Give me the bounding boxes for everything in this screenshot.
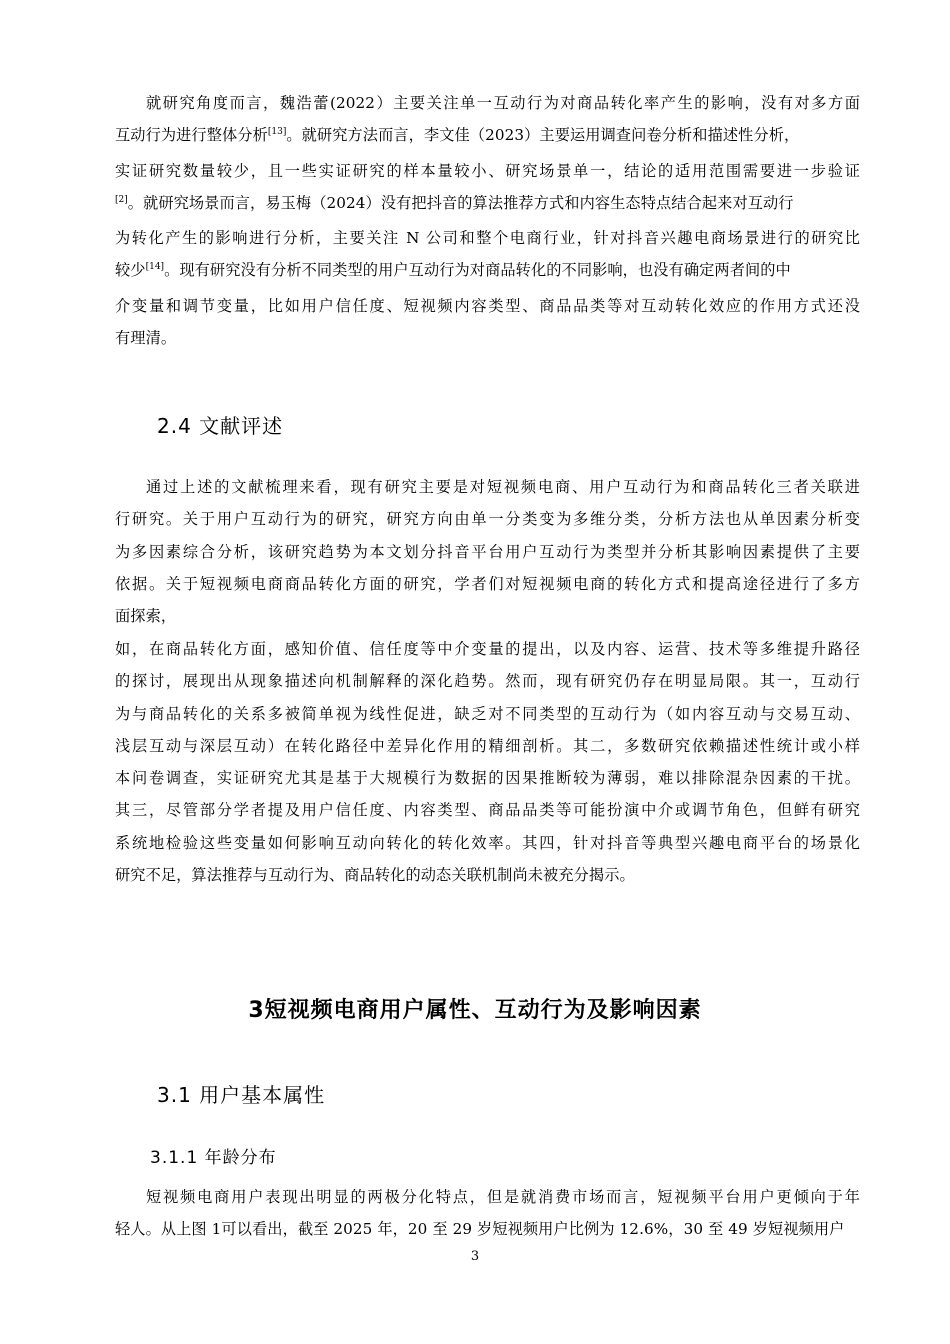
chapter-heading-3: 3短视频电商用户属性、互动行为及影响因素 (248, 998, 702, 1023)
text-line: 行研究。关于用户互动行为的研究，研究方向由单一分类变为多维分类，分析方法也从单因素分析变 (115, 510, 860, 529)
text-line: 为与商品转化的关系多被简单视为线性促进，缺乏对不同类型的互动行为（如内容互动与交易互动、 (115, 704, 860, 723)
text-line: 就研究角度而言，魏浩蕾(2022）主要关注单一互动行为对商品转化率产生的影响，没有对多方面 (146, 94, 860, 112)
text-line: 介变量和调节变量，比如用户信任度、短视频内容类型、商品品类等对互动转化效应的作用方式还没 (115, 296, 860, 315)
text-line: 实证研究数量较少，且一些实证研究的样本量较小、研究场景单一，结论的适用范围需要进一步验证 (115, 161, 860, 180)
section-heading-2-4: 2.4 文献评述 (157, 414, 284, 438)
text-line: 面探索， (115, 607, 177, 626)
text-line: 研究不足，算法推荐与互动行为、商品转化的动态关联机制尚未被充分揭示。 (115, 866, 635, 885)
subsection-heading-3-1-1: 3.1.1 年龄分布 (150, 1148, 277, 1168)
section-heading-3-1: 3.1 用户基本属性 (157, 1083, 326, 1107)
citation-marker: [2] (115, 194, 128, 205)
text-line (115, 119, 860, 154)
text-segment: 。就研究场景而言，易玉梅（2024）没有把抖音的算法推荐方式和内容生态特点结合起来对互动行 (127, 193, 794, 212)
text-segment: 较少 (115, 261, 146, 280)
text-line: 如，在商品转化方面，感知价值、信任度等中介变量的提出，以及内容、运营、技术等多维提升路径 (115, 640, 860, 658)
text-segment: 。现有研究没有分析不同类型的用户互动行为对商品转化的不同影响，也没有确定两者间的中 (164, 261, 791, 280)
text-line: 通过上述的文献梳理来看，现有研究主要是对短视频电商、用户互动行为和商品转化三者关联进 (146, 478, 860, 496)
text-line (115, 254, 860, 289)
text-line: 轻人。从上图 1可以看出，截至 2025 年，20 至 29 岁短视频用户比例为 12.6%，30 至 49 岁短视频用户 (115, 1220, 845, 1239)
citation-marker: [13] (267, 127, 287, 138)
text-line: 本问卷调查，实证研究尤其是基于大规模行为数据的因果推断较为薄弱，难以排除混杂因素的干扰。 (115, 769, 860, 788)
text-segment: 。就研究方法而言，李文佳（2023）主要运用调查问卷分析和描述性分析， (286, 126, 800, 145)
text-line: 为转化产生的影响进行分析，主要关注 N 公司和整个电商行业，针对抖音兴趣电商场景进行的研究比 (115, 229, 860, 248)
paragraph-literature-review (115, 471, 860, 632)
text-line (115, 187, 860, 222)
paragraph-limitations (115, 633, 860, 891)
text-line: 依据。关于短视频电商商品转化方面的研究，学者们对短视频电商的转化方式和提高途径进行了多方 (115, 574, 860, 593)
text-line: 其三，尽管部分学者提及用户信任度、内容类型、商品品类等可能扮演中介或调节角色，但鲜有研究 (115, 801, 860, 820)
text-line: 的探讨，展现出从现象描述向机制解释的深化趋势。然而，现有研究仍存在明显局限。其一，互动行 (115, 672, 860, 691)
text-line: 有理清。 (115, 329, 177, 348)
paragraph-research-gaps (115, 87, 860, 354)
text-line: 浅层互动与深层互动）在转化路径中差异化作用的精细剖析。其二，多数研究依赖描述性统计或小样 (115, 736, 860, 755)
text-segment: 互动行为进行整体分析 (115, 126, 268, 145)
paragraph-age-distribution (115, 1181, 860, 1246)
text-line: 短视频电商用户表现出明显的两极分化特点，但是就消费市场而言，短视频平台用户更倾向于年 (146, 1188, 860, 1206)
text-line: 系统地检验这些变量如何影响互动向转化的转化效率。其四，针对抖音等典型兴趣电商平台的场景化 (115, 833, 860, 852)
page-number: 3 (470, 1249, 480, 1264)
citation-marker: [14] (145, 262, 165, 273)
text-line: 为多因素综合分析，该研究趋势为本文划分抖音平台用户互动行为类型并分析其影响因素提供了主要 (115, 542, 860, 561)
